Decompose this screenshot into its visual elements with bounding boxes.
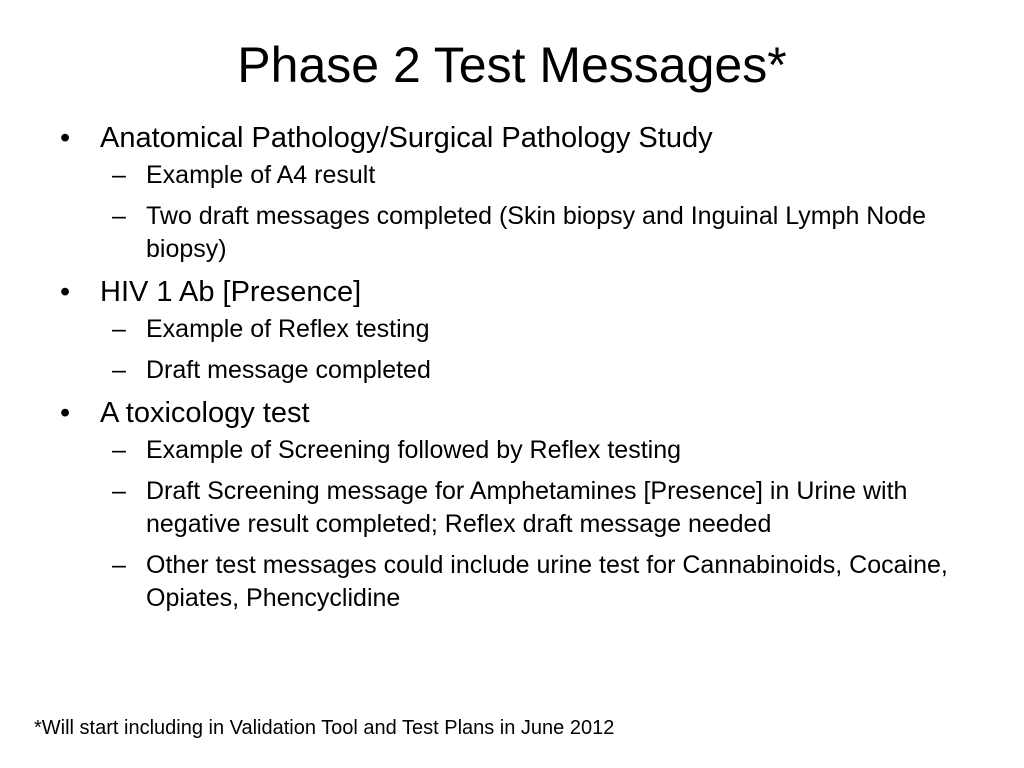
sub-item xyxy=(100,475,986,541)
bullet-icon: • xyxy=(60,397,71,429)
sub-item xyxy=(100,549,986,615)
footnote: *Will start including in Validation Tool and Test Plans in June 2012 xyxy=(34,717,615,739)
dash-icon: – xyxy=(112,551,126,579)
sub-item xyxy=(100,159,986,192)
sub-item-text: Example of Screening followed by Reflex testing xyxy=(146,436,682,464)
bullet-icon: • xyxy=(60,276,71,308)
sub-item xyxy=(100,313,986,346)
slide-title: Phase 2 Test Messages* xyxy=(237,37,787,93)
bullet-item-toxicology xyxy=(56,395,986,615)
sub-list xyxy=(100,313,986,387)
bullet-icon: • xyxy=(60,122,71,154)
sub-item-text: Two draft messages completed (Skin biopsy and Inguinal Lymph Node biopsy) xyxy=(146,202,927,263)
sub-list xyxy=(100,434,986,615)
dash-icon: – xyxy=(112,315,126,343)
sub-item-text: Example of Reflex testing xyxy=(146,315,430,343)
sub-item-text: Example of A4 result xyxy=(146,161,376,189)
dash-icon: – xyxy=(112,436,126,464)
bullet-text: Anatomical Pathology/Surgical Pathology Study xyxy=(100,122,713,154)
bullet-item-anatomical-pathology xyxy=(56,120,986,266)
sub-item-text: Draft message completed xyxy=(146,356,431,384)
sub-item xyxy=(100,354,986,387)
sub-item xyxy=(100,434,986,467)
dash-icon: – xyxy=(112,161,126,189)
sub-item xyxy=(100,200,986,266)
dash-icon: – xyxy=(112,202,126,230)
dash-icon: – xyxy=(112,356,126,384)
bullet-text: HIV 1 Ab [Presence] xyxy=(100,276,362,308)
bullet-item-hiv xyxy=(56,274,986,387)
sub-list xyxy=(100,159,986,266)
sub-item-text: Other test messages could include urine test for Cannabinoids, Cocaine, Opiates, Phencyclidine xyxy=(146,551,948,612)
dash-icon: – xyxy=(112,477,126,505)
sub-item-text: Draft Screening message for Amphetamines [Presence] in Urine with negative result completed; Reflex draft message needed xyxy=(146,477,908,538)
bullet-list xyxy=(56,120,986,623)
bullet-text: A toxicology test xyxy=(100,397,310,429)
